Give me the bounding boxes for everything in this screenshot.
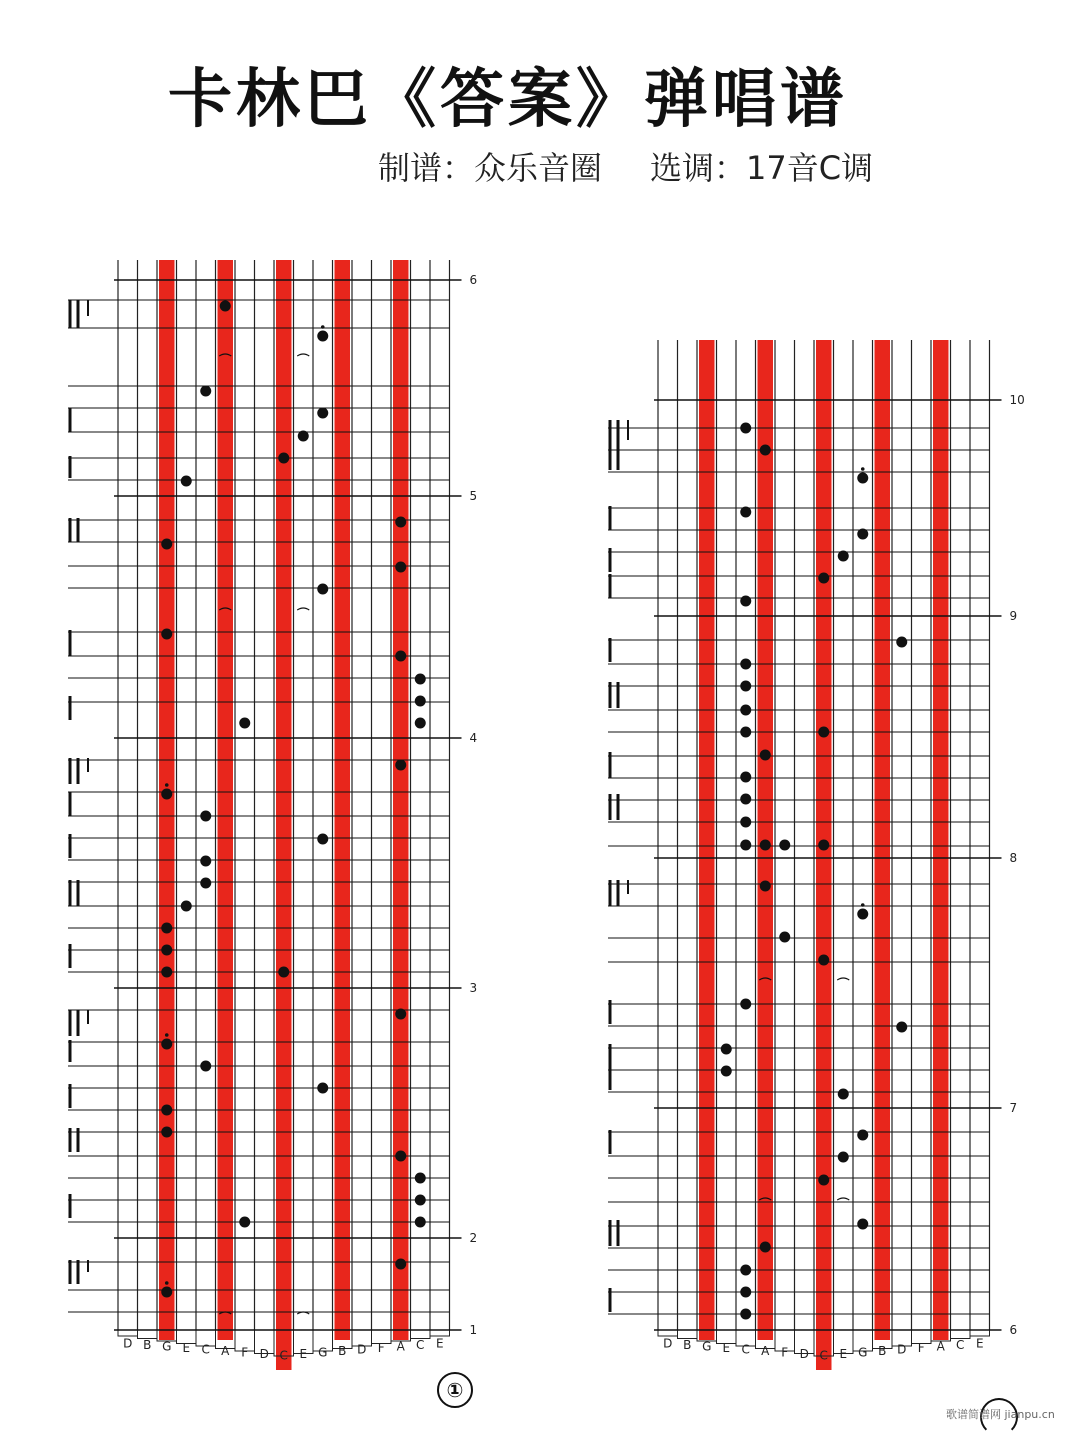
right-highlight-tine: [699, 340, 715, 1340]
right-note: [779, 932, 790, 943]
left-note-dot: [165, 783, 169, 787]
right-note: [818, 1175, 829, 1186]
left-tine-end: [118, 1330, 138, 1336]
right-note: [740, 999, 751, 1010]
right-note: [818, 727, 829, 738]
left-tine-label-d: D: [259, 1347, 269, 1362]
right-note: [857, 1219, 868, 1230]
left-note: [161, 967, 172, 978]
right-tine-label-b: B: [878, 1344, 887, 1359]
right-note: [760, 445, 771, 456]
right-tine-label-g: G: [858, 1345, 868, 1360]
right-note: [740, 794, 751, 805]
right-tine-label-c: C: [819, 1348, 828, 1363]
right-tine-label-d: D: [663, 1336, 673, 1351]
left-measure-number: 6: [469, 273, 478, 287]
right-highlight-tine: [816, 340, 832, 1370]
left-note: [415, 1195, 426, 1206]
right-note: [740, 423, 751, 434]
right-note: [740, 727, 751, 738]
left-note: [395, 517, 406, 528]
right-measure-number: 8: [1009, 851, 1018, 865]
right-note: [740, 1309, 751, 1320]
right-note: [740, 1287, 751, 1298]
right-note: [721, 1066, 732, 1077]
left-note: [161, 789, 172, 800]
right-note: [760, 750, 771, 761]
right-rest-mark: [837, 978, 849, 980]
left-highlight-tine: [276, 260, 292, 1370]
arranger-credit: 制谱：众乐音圈: [378, 149, 603, 187]
left-tine-label-e: E: [182, 1341, 191, 1356]
right-note: [760, 1242, 771, 1253]
left-note: [415, 696, 426, 707]
right-tine-label-a: A: [761, 1344, 770, 1359]
left-note: [161, 1287, 172, 1298]
left-note: [200, 1061, 211, 1072]
left-note: [161, 539, 172, 550]
watermark: 歌谱简谱网 jianpu.cn: [946, 1408, 1055, 1421]
left-tine-label-b: B: [143, 1338, 152, 1353]
left-note: [200, 386, 211, 397]
left-note: [181, 476, 192, 487]
left-note: [161, 629, 172, 640]
right-tine-label-c: C: [741, 1342, 750, 1357]
right-measure-number: 6: [1009, 1323, 1018, 1337]
left-note: [317, 331, 328, 342]
right-note: [740, 659, 751, 670]
right-rest-mark: [837, 1198, 849, 1200]
left-tine-label-e: E: [435, 1336, 444, 1351]
left-note: [298, 431, 309, 442]
left-note: [161, 1105, 172, 1116]
left-note: [415, 718, 426, 729]
right-note: [818, 573, 829, 584]
left-note: [220, 301, 231, 312]
left-note: [200, 811, 211, 822]
left-measure-number: 5: [469, 489, 478, 503]
left-note: [278, 453, 289, 464]
right-note: [740, 705, 751, 716]
right-tine-end: [658, 1330, 678, 1336]
left-note: [161, 1127, 172, 1138]
left-note-dot: [165, 1033, 169, 1037]
right-note: [818, 955, 829, 966]
right-note: [740, 681, 751, 692]
right-highlight-tine: [875, 340, 891, 1340]
right-note: [838, 1152, 849, 1163]
right-note: [740, 840, 751, 851]
right-note: [760, 840, 771, 851]
right-note: [838, 1089, 849, 1100]
left-note: [395, 1151, 406, 1162]
left-note-dot: [321, 325, 325, 329]
right-note: [838, 551, 849, 562]
right-tine-label-d: D: [897, 1342, 907, 1357]
right-tine-end: [970, 1330, 990, 1336]
left-note: [415, 1217, 426, 1228]
right-tine-label-d: D: [799, 1347, 809, 1362]
left-tine-label-a: A: [396, 1339, 405, 1354]
right-note: [857, 1130, 868, 1141]
left-note-dot: [165, 1281, 169, 1285]
left-rest-mark: [297, 608, 309, 610]
right-tine-label-f: F: [917, 1341, 925, 1356]
right-note: [857, 529, 868, 540]
right-highlight-tine: [933, 340, 949, 1340]
right-tine-label-a: A: [936, 1339, 945, 1354]
page-number: ①: [437, 1372, 473, 1408]
sheet-title: 卡林巴《答案》弹唱谱: [168, 63, 848, 137]
left-tine-label-c: C: [416, 1338, 425, 1353]
right-tine-label-f: F: [781, 1345, 789, 1360]
right-note: [740, 507, 751, 518]
left-tine-end: [430, 1330, 450, 1336]
right-note-dot: [861, 467, 865, 471]
right-tine-label-e: E: [975, 1336, 984, 1351]
left-tine-label-g: G: [318, 1345, 328, 1360]
right-measure-number: 9: [1009, 609, 1018, 623]
right-note: [760, 881, 771, 892]
right-tine-label-e: E: [839, 1347, 848, 1362]
left-tine-label-b: B: [338, 1344, 347, 1359]
left-note: [317, 834, 328, 845]
left-measure-number: 1: [469, 1323, 478, 1337]
left-note: [181, 901, 192, 912]
right-note: [740, 1265, 751, 1276]
right-measure-number: 7: [1009, 1101, 1018, 1115]
right-note: [740, 772, 751, 783]
key-info: 选调：17音C调: [650, 149, 874, 187]
left-note: [317, 1083, 328, 1094]
right-tine-label-g: G: [702, 1339, 712, 1354]
left-note: [395, 760, 406, 771]
right-note: [896, 1022, 907, 1033]
right-note: [857, 473, 868, 484]
left-tine-label-a: A: [221, 1344, 230, 1359]
right-measure-number: 10: [1009, 393, 1025, 407]
left-note: [200, 856, 211, 867]
left-note: [200, 878, 211, 889]
left-note: [317, 584, 328, 595]
left-note: [161, 945, 172, 956]
left-note: [395, 1009, 406, 1020]
right-note: [779, 840, 790, 851]
right-tine-label-c: C: [956, 1338, 965, 1353]
left-note: [415, 1173, 426, 1184]
left-tine-label-f: F: [377, 1341, 385, 1356]
left-note: [239, 1217, 250, 1228]
left-note: [395, 562, 406, 573]
right-note: [818, 840, 829, 851]
left-note: [317, 408, 328, 419]
left-tine-label-d: D: [357, 1342, 367, 1357]
left-tine-label-c: C: [201, 1342, 210, 1357]
right-note: [857, 909, 868, 920]
left-measure-number: 3: [469, 981, 478, 995]
left-tine-label-f: F: [241, 1345, 249, 1360]
left-note: [415, 674, 426, 685]
left-tine-label-e: E: [299, 1347, 308, 1362]
left-tine-label-d: D: [123, 1336, 133, 1351]
left-measure-number: 4: [469, 731, 478, 745]
right-note-dot: [861, 903, 865, 907]
left-note: [161, 1039, 172, 1050]
right-note: [896, 637, 907, 648]
left-note: [395, 651, 406, 662]
right-tine-label-b: B: [683, 1338, 692, 1353]
right-note: [740, 817, 751, 828]
left-note: [161, 923, 172, 934]
left-note: [278, 967, 289, 978]
left-note: [239, 718, 250, 729]
right-note: [721, 1044, 732, 1055]
left-measure-number: 2: [469, 1231, 478, 1245]
left-tine-label-c: C: [279, 1348, 288, 1363]
right-tine-label-e: E: [722, 1341, 731, 1356]
left-note: [395, 1259, 406, 1270]
left-tine-label-g: G: [162, 1339, 172, 1354]
right-note: [740, 596, 751, 607]
left-rest-mark: [297, 354, 309, 356]
